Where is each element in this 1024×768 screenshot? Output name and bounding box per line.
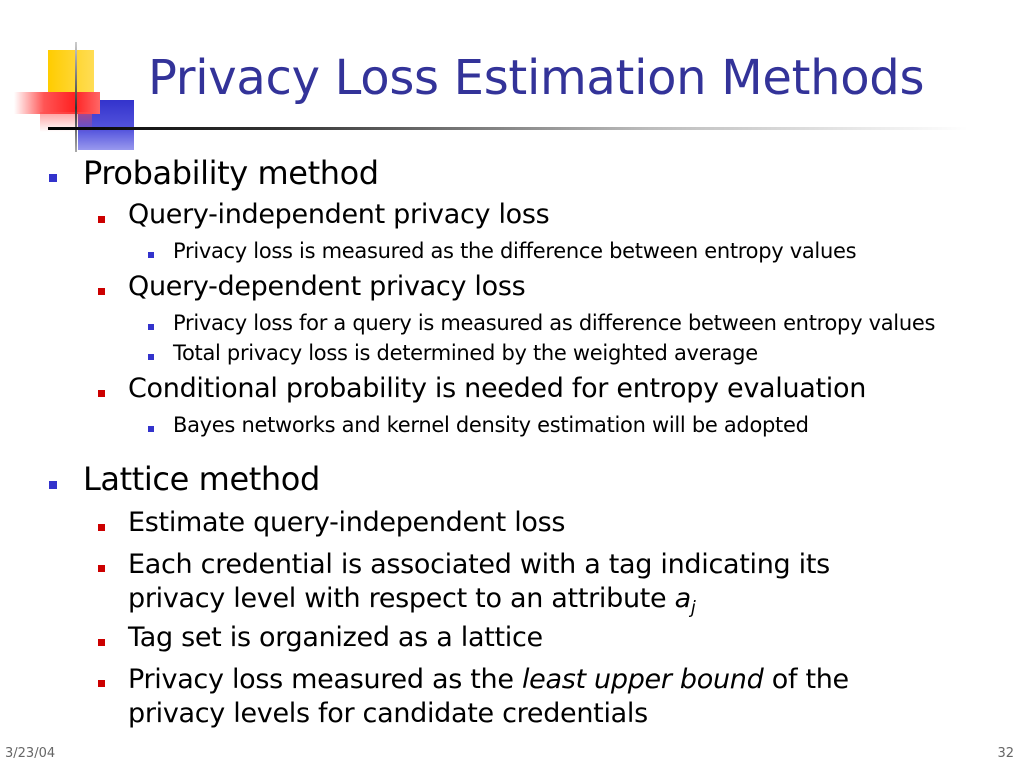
item-entropy-difference: Privacy loss is measured as the difference between entropy values xyxy=(173,239,857,263)
item-query-entropy: Privacy loss for a query is measured as difference between entropy values xyxy=(173,311,936,335)
bullet-l2-query-dependent xyxy=(98,288,105,295)
item-estimate-loss: Estimate query-independent loss xyxy=(128,507,566,538)
item-least-upper-bound xyxy=(128,663,849,731)
footer-date: 3/23/04 xyxy=(5,746,56,761)
bullet-l1-probability xyxy=(49,174,57,182)
least-upper-bound-term: least upper bound xyxy=(521,664,764,695)
item-tag-set: Tag set is organized as a lattice xyxy=(128,622,543,653)
item-query-dependent: Query-dependent privacy loss xyxy=(128,271,526,302)
bullet-l2-estimate xyxy=(98,524,105,531)
bullet-l3-entropy-difference xyxy=(148,252,154,258)
bullet-l3-query-entropy xyxy=(148,324,154,330)
bullet-l2-conditional xyxy=(98,390,105,397)
bullet-l2-measured xyxy=(98,680,105,687)
bullet-l3-bayes xyxy=(148,426,154,432)
attribute-variable: a xyxy=(674,583,691,614)
credential-line-2-text: privacy level with respect to an attribute xyxy=(128,583,675,614)
item-probability-method: Probability method xyxy=(83,154,379,192)
item-conditional-probability: Conditional probability is needed for entropy evaluation xyxy=(128,373,867,404)
measured-before: Privacy loss measured as the xyxy=(128,664,522,695)
measured-line-1 xyxy=(128,663,849,697)
item-credential-tag xyxy=(128,548,830,625)
bullet-l2-credential xyxy=(98,565,105,572)
item-weighted-average: Total privacy loss is determined by the weighted average xyxy=(173,341,758,365)
bullet-l3-weighted-average xyxy=(148,354,154,360)
measured-line-2: privacy levels for candidate credentials xyxy=(128,698,648,729)
bullet-l1-lattice xyxy=(49,481,57,489)
credential-line-1: Each credential is associated with a tag indicating its xyxy=(128,549,830,580)
item-bayes-networks: Bayes networks and kernel density estimation will be adopted xyxy=(173,413,809,437)
item-query-independent: Query-independent privacy loss xyxy=(128,199,550,230)
item-lattice-method: Lattice method xyxy=(83,460,320,498)
bullet-l2-query-independent xyxy=(98,216,105,223)
bullet-l2-tagset xyxy=(98,639,105,646)
measured-after: of the xyxy=(763,664,849,695)
footer-page-number: 32 xyxy=(997,746,1014,761)
credential-line-2 xyxy=(128,582,830,625)
slide-title: Privacy Loss Estimation Methods xyxy=(148,50,925,106)
attribute-subscript: j xyxy=(690,598,696,619)
